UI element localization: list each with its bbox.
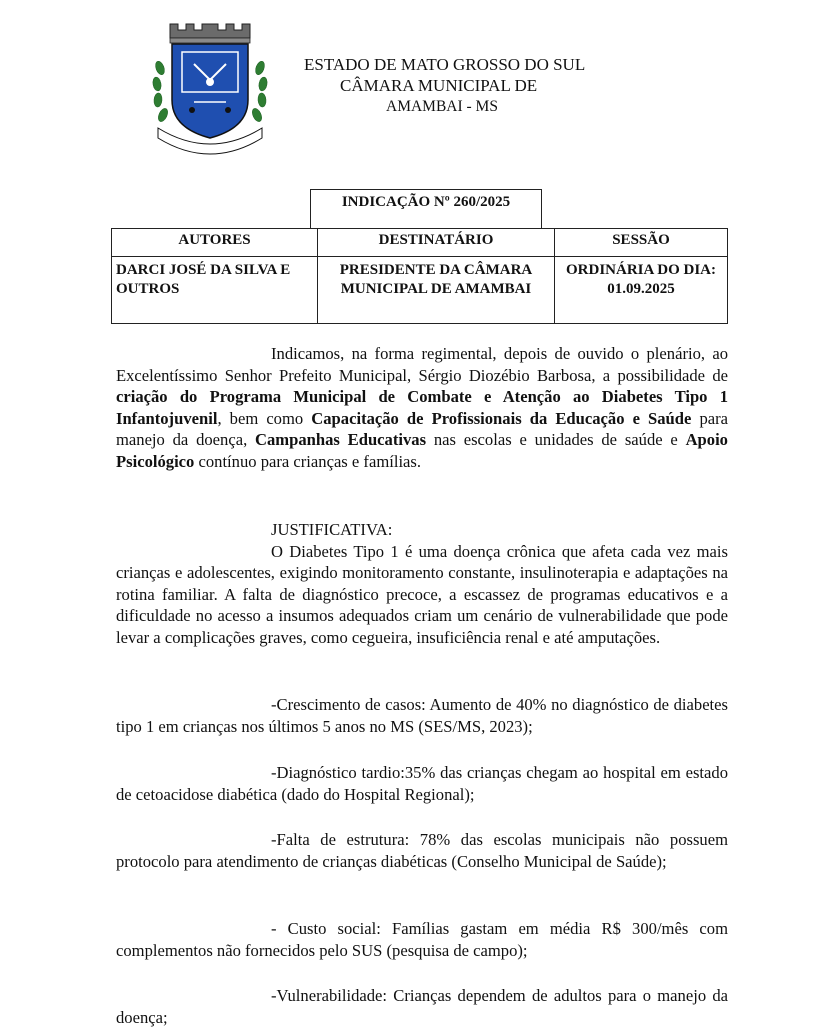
cell-autores: DARCI JOSÉ DA SILVA E OUTROS [112,257,318,324]
bullet-item: -Crescimento de casos: Aumento de 40% no diagnóstico de diabetes tipo 1 em crianças nos últimos 5 anos no MS (SES/MS, 2023); [116,695,728,736]
document-header [300,54,585,117]
header-autores: AUTORES [112,229,318,257]
bullet-item: - Custo social: Famílias gastam em média R$ 300/mês com complementos não fornecidos pelo SUS (pesquisa de campo); [116,919,728,960]
indicacao-number: INDICAÇÃO Nº 260/2025 [310,189,542,229]
bullet-item: -Vulnerabilidade: Crianças dependem de adultos para o manejo da doença; [116,986,728,1027]
sessao-type: ORDINÁRIA DO DIA: [565,262,716,278]
cell-sessao [555,257,728,324]
header-city: AMAMBAI - MS [386,98,498,115]
bullet-item: -Diagnóstico tardio:35% das crianças chegam ao hospital em estado de cetoacidose diabética (dado do Hospital Regional); [116,763,728,804]
header-state: ESTADO DE MATO GROSSO DO SUL [304,55,586,74]
cell-destinatario: PRESIDENTE DA CÂMARA MUNICIPAL DE AMAMBAI [318,257,555,324]
header-destinatario: DESTINATÁRIO [318,229,555,257]
justificativa-text: O Diabetes Tipo 1 é uma doença crônica que afeta cada vez mais crianças e adolescentes, exigindo monitoramento constante, insulinoterapia e adaptações na rotina familiar. A falta de diagnóstico precoce, a escassez de programas educativos e a dificuldade no acesso a insumos adequados criam um cenário de vulnerabilidade que pode levar a complicações graves, como cegueira, insuficiência renal e até amputações. [116,541,728,647]
sessao-date: 01.09.2025 [607,281,675,297]
justificativa-section [116,519,728,649]
header-sessao: SESSÃO [555,229,728,257]
municipal-crest-logo [150,20,270,160]
bullet-item: -Falta de estrutura: 78% das escolas municipais não possuem protocolo para atendimento de crianças diabéticas (Conselho Municipal de Saúde); [116,830,728,871]
header-chamber: CÂMARA MUNICIPAL DE [340,76,538,95]
justificativa-title: JUSTIFICATIVA: [271,520,393,539]
intro-paragraph: Indicamos, na forma regimental, depois de ouvido o plenário, ao Excelentíssimo Senhor Prefeito Municipal, Sérgio Diozébio Barbosa, a possibilidade de criação do Programa Municipal de Combate e Atenção ao Diabetes Tipo 1 Infantojuvenil, bem como Capacitação de Profissionais da Educação e Saúde para manejo da doença, Campanhas Educativas nas escolas e unidades de saúde e Apoio Psicológico contínuo para crianças e famílias. [116,344,729,471]
indication-info-table [111,228,728,324]
